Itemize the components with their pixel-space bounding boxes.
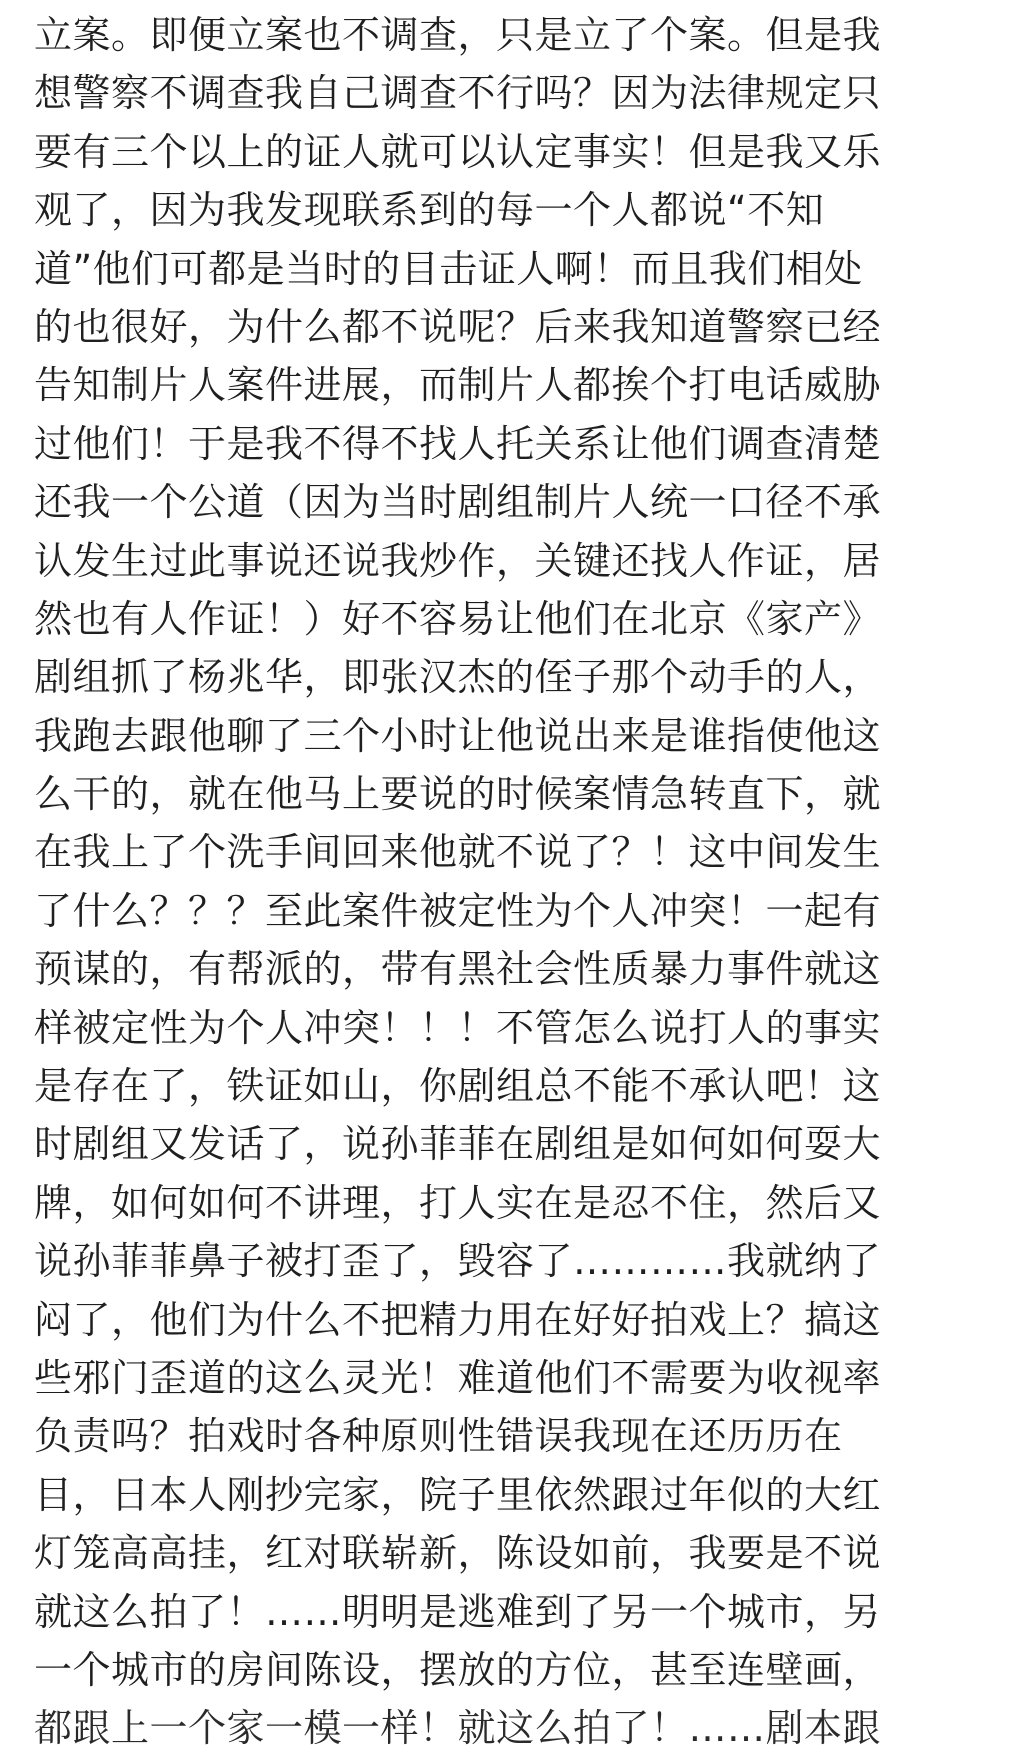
text-line: 目，日本人刚抄完家，院子里依然跟过年似的大红: [34, 1472, 882, 1517]
text-line: 认发生过此事说还说我炒作，关键还找人作证，居: [34, 538, 882, 583]
text-line: 灯笼高高挂，红对联崭新，陈设如前，我要是不说: [34, 1531, 882, 1576]
text-line: 牌，如何如何不讲理，打人实在是忍不住，然后又: [34, 1180, 882, 1225]
text-line: 说孙菲菲鼻子被打歪了，毁容了…………我就纳了: [34, 1239, 882, 1284]
text-line: 么干的，就在他马上要说的时候案情急转直下，就: [34, 772, 882, 817]
text-line: 剧组抓了杨兆华，即张汉杰的侄子那个动手的人，: [34, 655, 882, 700]
text-line: 的也很好，为什么都不说呢？后来我知道警察已经: [34, 304, 882, 349]
text-line: 过他们！于是我不得不找人托关系让他们调查清楚: [34, 421, 882, 466]
text-line: 还我一个公道（因为当时剧组制片人统一口径不承: [34, 480, 882, 525]
article-text: [34, 6, 1004, 1758]
text-line: 然也有人作证！）好不容易让他们在北京《家产》: [34, 596, 882, 641]
text-line-partial: 都跟上一个家一模一样！就这么拍了！……剧本跟: [34, 1706, 882, 1751]
text-line: 样被定性为个人冲突！！！不管怎么说打人的事实: [34, 1005, 882, 1050]
text-line: 时剧组又发话了，说孙菲菲在剧组是如何如何耍大: [34, 1122, 882, 1167]
text-line: 些邪门歪道的这么灵光！难道他们不需要为收视率: [34, 1355, 882, 1400]
text-line: 要有三个以上的证人就可以认定事实！但是我又乐: [34, 129, 882, 174]
text-line: 负责吗？拍戏时各种原则性错误我现在还历历在: [34, 1414, 843, 1459]
text-line: 是存在了，铁证如山，你剧组总不能不承认吧！这: [34, 1064, 882, 1109]
text-line: 一个城市的房间陈设，摆放的方位，甚至连壁画，: [34, 1647, 882, 1692]
text-line: 就这么拍了！……明明是逃难到了另一个城市，另: [34, 1589, 882, 1634]
text-line: 在我上了个洗手间回来他就不说了？！这中间发生: [34, 830, 882, 875]
text-line: 闷了，他们为什么不把精力用在好好拍戏上？搞这: [34, 1297, 882, 1342]
text-line: 预谋的，有帮派的，带有黑社会性质暴力事件就这: [34, 947, 882, 992]
text-line: 立案。即便立案也不调查，只是立了个案。但是我: [34, 13, 882, 57]
text-line: 道”他们可都是当时的目击证人啊！而且我们相处: [34, 246, 863, 291]
text-line: 观了，因为我发现联系到的每一个人都说“不知: [34, 188, 825, 233]
text-line: 了什么？？？至此案件被定性为个人冲突！一起有: [34, 888, 882, 933]
text-line: 我跑去跟他聊了三个小时让他说出来是谁指使他这: [34, 713, 882, 758]
text-line: 想警察不调查我自己调查不行吗？因为法律规定只: [34, 71, 882, 116]
text-line: 告知制片人案件进展，而制片人都挨个打电话威胁: [34, 363, 882, 408]
